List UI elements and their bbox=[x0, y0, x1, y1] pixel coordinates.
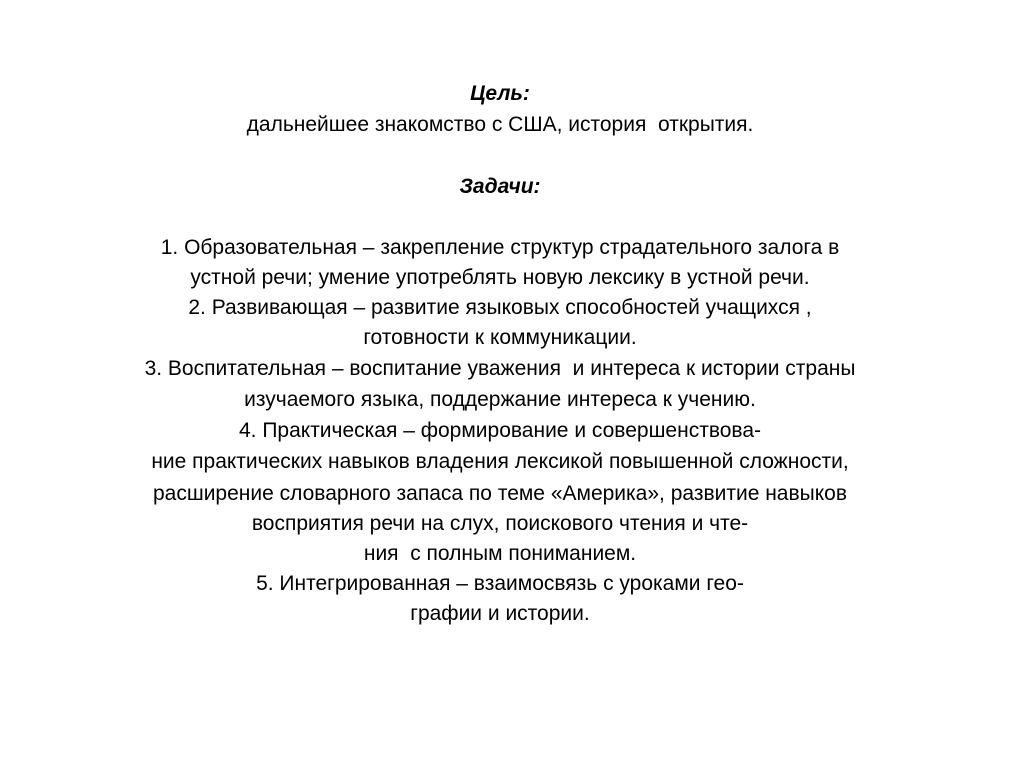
tasks-heading: Задачи: bbox=[459, 175, 541, 198]
task-line: ния с полным пониманием. bbox=[363, 542, 637, 565]
task-line: 5. Интегрированная – взаимосвязь с уроками гео- bbox=[256, 572, 744, 595]
task-line: устной речи; умение употреблять новую лексику в устной речи. bbox=[190, 266, 810, 289]
task-line: расширение словарного запаса по теме «Америка», развитие навыков bbox=[152, 482, 847, 505]
task-line: готовности к коммуникации. bbox=[363, 326, 637, 349]
task-line: изучаемого языка, поддержание интереса к учению. bbox=[244, 388, 756, 411]
goal-heading: Цель: bbox=[470, 82, 530, 105]
task-line: восприятия речи на слух, поискового чтения и чте- bbox=[251, 512, 749, 535]
task-line: графии и истории. bbox=[410, 602, 590, 625]
task-line: 1. Образовательная – закрепление структур страдательного залога в bbox=[160, 236, 840, 259]
goal-text: дальнейшее знакомство с США, история открытия. bbox=[246, 113, 754, 136]
task-line: 4. Практическая – формирование и совершенствова- bbox=[238, 419, 762, 442]
task-line: 2. Развивающая – развитие языковых способностей учащихся , bbox=[188, 296, 812, 319]
task-line: ние практических навыков владения лексикой повышенной сложности, bbox=[151, 450, 849, 473]
task-line: 3. Воспитательная – воспитание уважения и интереса к истории страны bbox=[144, 357, 856, 380]
